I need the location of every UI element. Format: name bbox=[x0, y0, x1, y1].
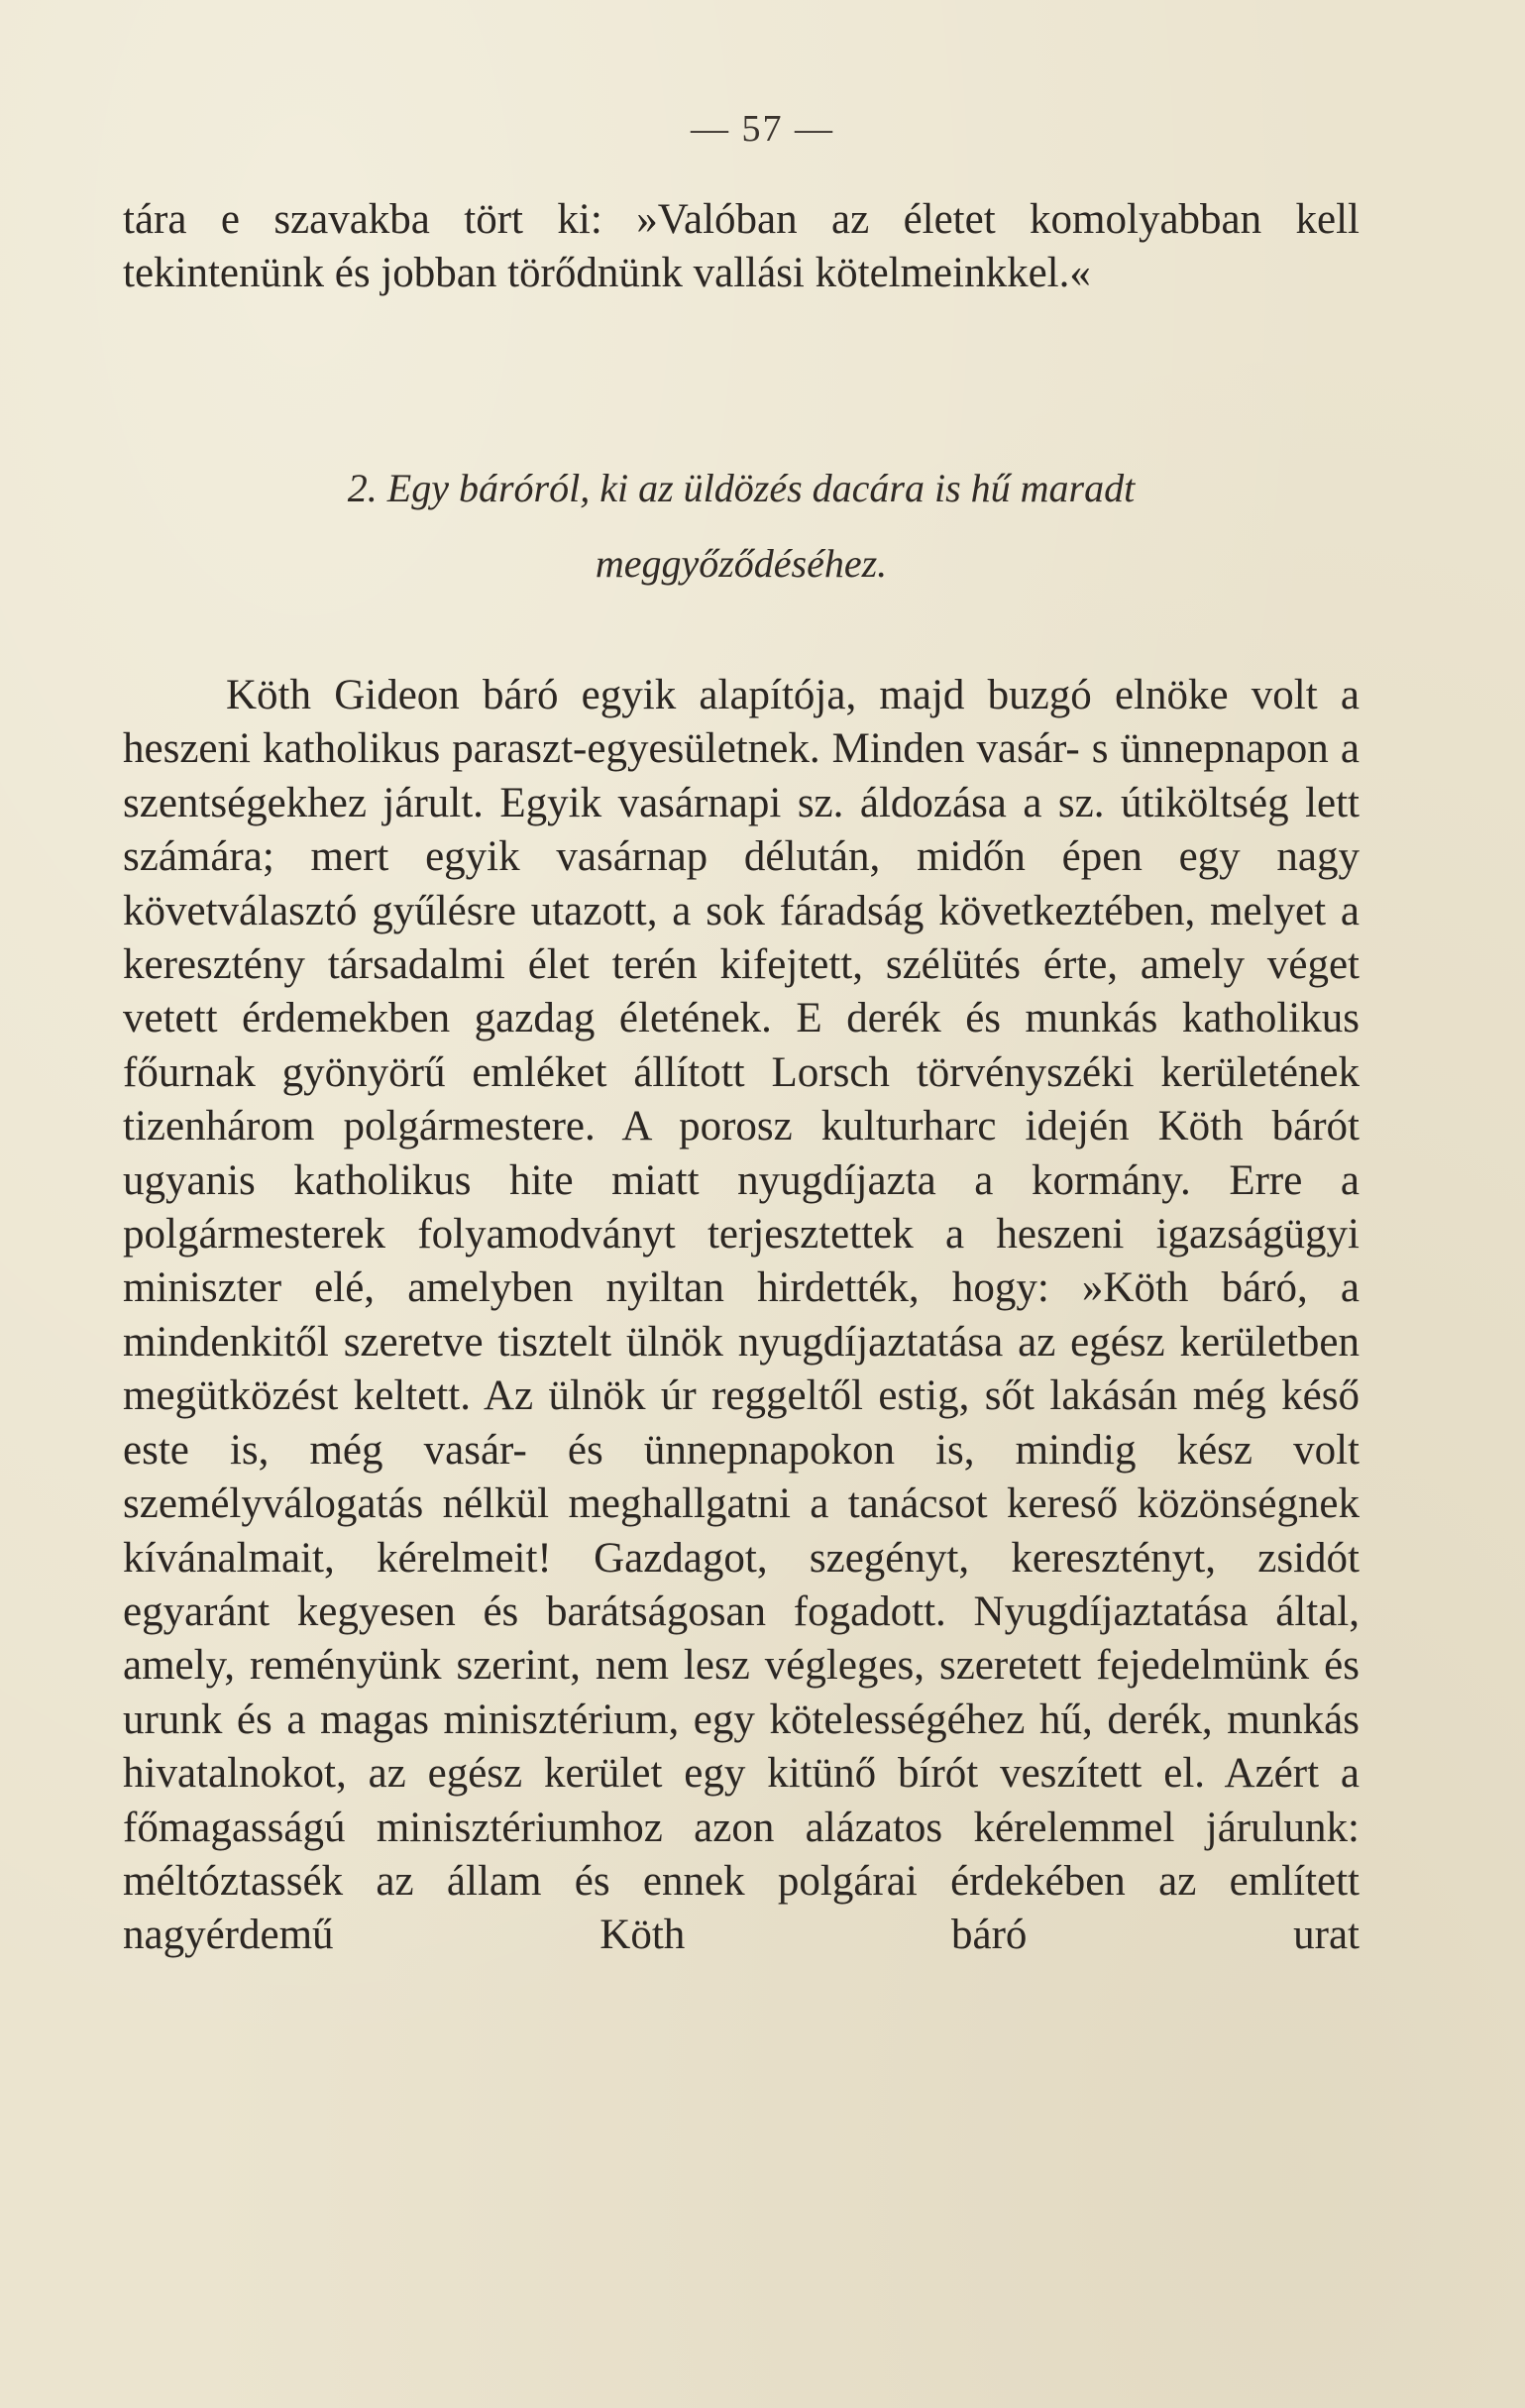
body-paragraph: Köth Gideon báró egyik alapítója, majd buzgó elnöke volt a heszeni katholikus paraszt-egyesületnek. Minden vasár- s ünnepnapon a szentségekhez járult. Egyik vasárnapi sz. áldozása a sz. útiköltség lett számára; mert egyik vasárnap délután, midőn épen egy nagy követválasztó gyűlésre utazott, a sok fáradság következtében, melyet a keresztény társadalmi élet terén kifejtett, szélütés érte, amely véget vetett érdemekben gazdag életének. E derék és munkás katholikus főurnak gyönyörű emléket állított Lorsch törvényszéki kerületének tizenhárom polgármestere. A porosz kulturharc idején Köth bárót ugyanis katholikus hite miatt nyugdíjazta a kormány. Erre a polgármesterek folyamodványt terjesztettek a heszeni igazságügyi miniszter elé, amelyben nyiltan hirdették, hogy: »Köth báró, a mindenkitől szeretve tisztelt ülnök nyugdíjaztatása az egész kerületben megütközést keltett. Az ülnök úr reggeltől estig, sőt lakásán még késő este is, még vasár- és ünnepnapokon is, mindig kész volt személyválogatás nélkül meghallgatni a tanácsot kereső közönségnek kívánalmait, kérelmeit! Gazdagot, szegényt, keresztényt, zsidót egyaránt kegyesen és barátságosan fogadott. Nyugdíjaztatása által, amely, reményünk szerint, nem lesz végleges, szeretett fejedelmünk és urunk és a magas minisztérium, egy kötelességéhez hű, derék, munkás hivatalnokot, az egész kerület egy kitünő bírót veszített el. Azért a főmagasságú minisztériumhoz azon alázatos kérelemmel járulunk: méltóztassék az állam és ennek polgárai érdekében az említett nagyérdemű Köth báró urat bbox=[123, 672, 1360, 1959]
section-heading bbox=[123, 451, 1360, 602]
paragraph-continuation: tára e szavakba tört ki: »Valóban az életet komolyabban kell tekintenünk és jobban törődnünk vallási kötelmeinkkel.« bbox=[123, 196, 1360, 297]
page-number: — 57 — bbox=[691, 108, 834, 150]
section-heading-line-2: meggyőződéséhez. bbox=[595, 541, 888, 586]
section-heading-line-1: 2. Egy báróról, ki az üldözés dacára is hű maradt bbox=[347, 466, 1136, 510]
